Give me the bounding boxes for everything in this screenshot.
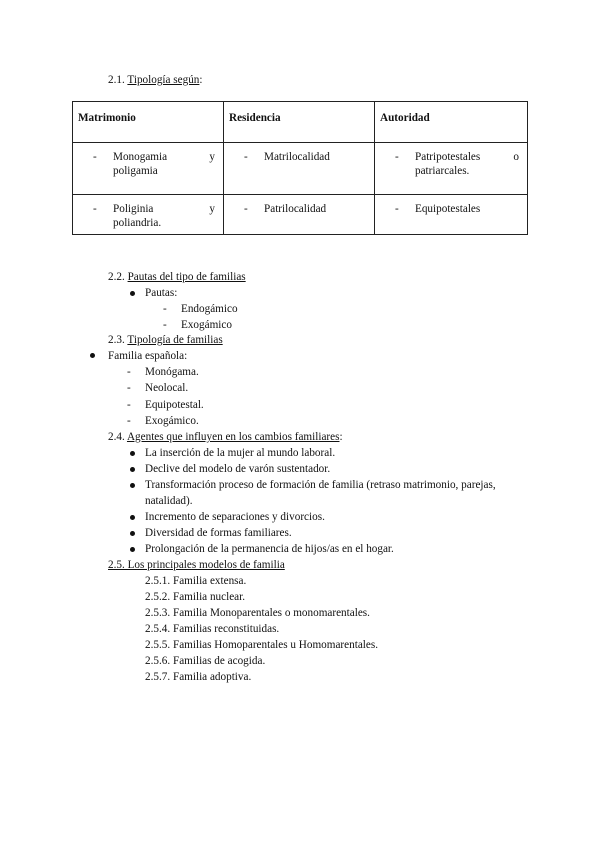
section-2-2-heading: 2.2. Pautas del tipo de familias xyxy=(108,271,246,283)
table-cell: - Equipotestales xyxy=(375,195,528,235)
section-suffix: : xyxy=(199,74,203,86)
bullet-item: Incremento de separaciones y divorcios. xyxy=(145,511,325,523)
table-header-cell: Residencia xyxy=(224,102,375,143)
sub-item: Equipotestal. xyxy=(145,399,204,411)
bullet-dot xyxy=(130,483,135,488)
bullet-dot xyxy=(90,353,95,358)
bullet-item: Transformación proceso de formación de familia (retraso matrimonio, parejas, xyxy=(145,479,496,491)
table-header-row xyxy=(73,102,528,143)
section-2-4-heading: 2.4. Agentes que influyen en los cambios familiares: xyxy=(108,431,343,443)
bullet-item: Diversidad de formas familiares. xyxy=(145,527,292,539)
bullet-item: Familia española: xyxy=(108,350,188,362)
bullet-dot xyxy=(130,515,135,520)
section-title: Tipología de familias xyxy=(127,334,223,346)
dash: - xyxy=(127,366,131,378)
bullet-item: La inserción de la mujer al mundo laboral. xyxy=(145,447,336,459)
sub-item: Exogámico xyxy=(181,319,232,331)
section-2-3-heading: 2.3. Tipología de familias xyxy=(108,334,223,346)
dash: - xyxy=(127,415,131,427)
bullet-item-continuation: natalidad). xyxy=(145,495,193,507)
bullet-dot xyxy=(130,467,135,472)
dash: - xyxy=(163,303,167,315)
table-cell: - Monogamia y poligamia xyxy=(73,143,224,195)
list-item: 2.5.7. Familia adoptiva. xyxy=(145,671,252,683)
sub-item: Monógama. xyxy=(145,366,199,378)
table-header-cell: Autoridad xyxy=(375,102,528,143)
bullet-dot xyxy=(130,531,135,536)
section-title: Tipología según xyxy=(127,74,200,86)
dash: - xyxy=(127,382,131,394)
bullet-item: Prolongación de la permanencia de hijos/as en el hogar. xyxy=(145,543,394,555)
sub-item: Exogámico. xyxy=(145,415,199,427)
section-2-1-heading xyxy=(108,73,203,87)
list-item: 2.5.2. Familia nuclear. xyxy=(145,591,246,603)
dash: - xyxy=(163,319,167,331)
bullet-item: Declive del modelo de varón sustentador. xyxy=(145,463,331,475)
section-title: Pautas del tipo de familias xyxy=(127,271,246,283)
section-title: Agentes que influyen en los cambios familiares xyxy=(126,431,340,443)
list-item: 2.5.5. Familias Homoparentales u Homomarentales. xyxy=(145,639,379,651)
table-cell: - Patrilocalidad xyxy=(224,195,375,235)
section-number: 2.1. xyxy=(108,74,125,86)
sub-item: Endogámico xyxy=(181,303,238,315)
dash: - xyxy=(127,399,131,411)
list-item: 2.5.4. Familias reconstituidas. xyxy=(145,623,280,635)
table-row xyxy=(73,195,528,235)
list-item: 2.5.6. Familias de acogida. xyxy=(145,655,266,667)
list-item: 2.5.3. Familia Monoparentales o monomarentales. xyxy=(145,607,370,619)
tipologia-table xyxy=(72,101,528,235)
table-cell: - Poliginia y poliandria. xyxy=(73,195,224,235)
bullet-dot xyxy=(130,547,135,552)
bullet-dot xyxy=(130,451,135,456)
sub-item: Neolocal. xyxy=(145,382,189,394)
table-cell: - Patripotestales o patriarcales. xyxy=(375,143,528,195)
table-header-cell: Matrimonio xyxy=(73,102,224,143)
table-cell: - Matrilocalidad xyxy=(224,143,375,195)
table-row xyxy=(73,143,528,195)
bullet-item: Pautas: xyxy=(145,287,178,299)
list-item: 2.5.1. Familia extensa. xyxy=(145,575,247,587)
section-2-5-heading: 2.5. Los principales modelos de familia xyxy=(108,559,285,571)
bullet-dot xyxy=(130,291,135,296)
